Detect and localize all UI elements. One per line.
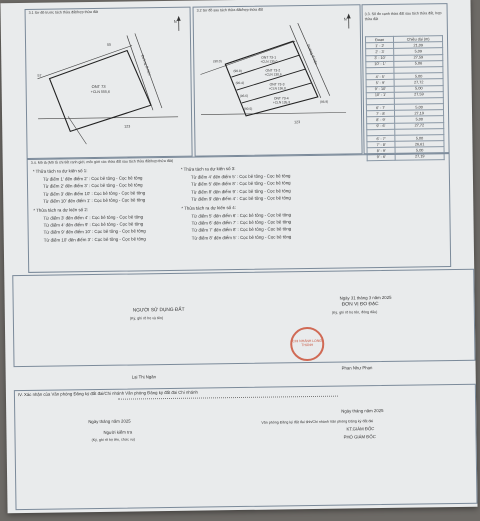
dims-segment: 9' - 6': [367, 154, 395, 161]
note-line: Từ điểm 6' đến điểm 7' : Cọc bê tông - Cọc bê tông: [191, 219, 292, 226]
section-dims-title: 3.3. Số đo cạnh thửa đất sau tách thửa đất, hợp thửa đất: [364, 11, 442, 21]
note-line: Từ điểm 9' đến điểm 4' : Cọc bê tông - Cọc bê tông: [191, 195, 291, 202]
note-line: Từ điểm 2' đến điểm 3' : Cọc bê tông - Cọc bê tông: [42, 182, 143, 190]
note-line: Từ điểm 10' đến điểm 3' : Cọc bê tông - Cọc bê tông: [43, 236, 146, 243]
boundary-line: [37, 42, 132, 78]
note-line: Từ điểm 8' đến điểm 9' : Cọc bê tông - Cọc bê tông: [191, 188, 291, 195]
sign-frame: [12, 269, 475, 367]
dims-length: 5,00: [395, 116, 444, 123]
note-line: Từ điểm 7' đến điểm 8' : Cọc bê tông - Cọc bê tông: [191, 226, 292, 234]
note-line: Từ điểm 3' đến điểm 4' : Cọc bê tông - Cọc bê tông: [43, 213, 144, 221]
dims-length: 21,09: [394, 42, 443, 49]
dimension-label: (96.6): [239, 93, 249, 98]
dims-segment: 3' - 10': [366, 55, 394, 62]
road-label: Đường đi hiện: [306, 43, 319, 66]
note-line: Từ điểm 9' đến điểm 10' : Cọc bê tông - Cọc bê tông: [43, 228, 146, 236]
parcel-number: ONT 73-2: [265, 68, 281, 73]
note-line: Từ điểm 4' đến điểm 5' : Cọc bê tông - Cọc bê tông: [190, 173, 291, 180]
dims-segment: 8' - 9': [367, 117, 395, 124]
dimension-label: (90.4): [235, 80, 244, 86]
dims-header: Chiều dài (m): [394, 36, 443, 43]
dims-length: 27,72: [395, 122, 444, 129]
note-line: Từ điểm 5' đến điểm 8' : Cọc bê tông - Cọc bê tông: [190, 180, 291, 188]
dims-length: 27,19: [395, 153, 444, 160]
verify-left-date: Ngày tháng năm 2025: [88, 418, 131, 425]
dims-length: 5,09: [394, 48, 443, 55]
parcel-number: ONT 73-3: [269, 82, 285, 87]
sign-right-date: Ngày 31 tháng 3 năm 2025: [339, 294, 392, 301]
dims-header: Đoạn: [365, 36, 393, 43]
dimension-label: (96.9): [319, 99, 329, 104]
sign-right-note: (Ký, ghi rõ họ tên, đóng dấu): [331, 310, 378, 315]
dims-length: 27,72: [394, 79, 443, 86]
verify-left-note: (Ký, ghi rõ họ tên, chức vụ): [91, 437, 135, 443]
dims-segment: 9' - 10': [366, 86, 394, 93]
note-group-heading: * Thửa tách ra dự kiến số 2:: [33, 206, 89, 213]
dims-segment: 4' - 5': [366, 73, 394, 80]
dims-length: 5,00: [394, 85, 443, 92]
dimension-label: (90.0): [213, 59, 222, 64]
parcel-number: ONT 73-4: [273, 96, 289, 101]
dims-length: 27,59: [394, 54, 443, 61]
section-iv-title: IV. Xác nhận của Văn phòng Đăng ký đất đai/Chi nhánh Văn phòng Đăng ký đất đai Chi nhánh: [17, 389, 198, 398]
dims-segment: 10' - 1': [366, 61, 394, 68]
parcel-area: +CLN 136,8: [268, 86, 286, 91]
dims-length: 27,59: [395, 91, 444, 98]
verify-right-line1: Văn phòng Đăng ký đất đai tỉnh/Chi nhánh Văn phòng Đăng ký đất đai: [261, 419, 374, 425]
note-line: Từ điểm 5' đến điểm 6' : Cọc bê tông - Cọc bê tông: [191, 211, 292, 219]
dims-length: 26,61: [395, 141, 444, 148]
north-arrow-head: [177, 16, 181, 21]
north-label: N: [343, 16, 347, 22]
sign-left-name: Lại Thị Ngân: [131, 374, 157, 380]
note-line: Từ điểm 3' đến điểm 10' : Cọc bê tông - Cọc bê tông: [43, 190, 146, 197]
note-group-heading: * Thửa tách ra dự kiến số 4:: [181, 204, 236, 211]
sign-right-name: Phan Như Phan: [341, 365, 373, 371]
dims-segment: 5' - 9': [366, 80, 394, 87]
parcel-outline: [225, 41, 318, 116]
note-group-heading: * Thửa tách ra dự kiến số 3:: [180, 166, 236, 172]
dims-segment: 8' - 9': [367, 148, 395, 155]
map-after: [195, 12, 359, 152]
dims-segment: 6' - 7': [367, 135, 395, 142]
sign-right-title: ĐƠN VỊ ĐO ĐẠC: [341, 302, 379, 308]
dims-segment: 7' - 8': [367, 111, 395, 118]
dims-length: 27,19: [395, 110, 444, 117]
dims-segment: 6' - 7': [366, 104, 394, 111]
neighbor-number: 55: [107, 42, 112, 47]
parcel-area: +CLN 555,6: [90, 89, 111, 95]
dims-segment: 9' - 6': [367, 123, 395, 130]
boundary-line: [201, 112, 346, 114]
sign-left-title: NGƯỜI SỬ DỤNG ĐẤT: [132, 307, 185, 314]
neighbor-number: 123: [124, 124, 131, 129]
neighbor-number: 57: [37, 73, 42, 78]
verify-frame: [14, 384, 478, 510]
dims-length: 5,00: [395, 147, 444, 154]
dims-length: 5,00: [395, 135, 444, 142]
boundary-line: [68, 116, 86, 144]
north-arrow-head: [347, 13, 351, 18]
parcel-number: ONT 73: [91, 83, 106, 90]
sign-left-note: (Ký, ghi rõ họ và tên): [129, 316, 164, 321]
parcel-area: +CLN 138,6: [264, 72, 282, 77]
verify-right-line2: KT.GIÁM ĐỐC: [346, 426, 375, 432]
north-label: N: [173, 18, 177, 24]
dims-segment: 2' - 3': [366, 49, 394, 56]
dims-table: [365, 35, 445, 161]
neighbor-number: 123: [294, 120, 301, 125]
parcel-number: ONT 73-1: [261, 55, 277, 60]
dimension-label: (90.5): [243, 106, 253, 111]
verify-right-date: Ngày tháng năm 2025: [341, 407, 384, 414]
dims-length: 5,00: [394, 73, 443, 80]
map-before: [27, 15, 189, 155]
road-label: Đường đi hiện: [140, 54, 152, 76]
stamp-text: CHI NHÁNH LONG THÀNH: [292, 338, 322, 348]
note-line: Từ điểm 10' đến điểm 1' : Cọc bê tông - Cọc bê tông: [43, 197, 146, 204]
verify-left-title: Người kiểm tra: [103, 429, 133, 435]
verify-right-line3: PHÓ GIÁM ĐỐC: [343, 434, 376, 440]
note-line: Từ điểm 4' đến điểm 9' : Cọc bê tông - Cọc bê tông: [43, 221, 144, 228]
note-group-heading: * Thửa tách ra dự kiến số 1:: [32, 168, 88, 174]
dims-segment: 7' - 8': [367, 141, 395, 148]
boundary-line: [38, 117, 178, 119]
parcel-area: +CLN 135,0: [260, 59, 278, 64]
dims-segment: 1' - 2': [366, 43, 394, 50]
note-line: Từ điểm 8' đến điểm 5' : Cọc bê tông - Cọc bê tông: [191, 234, 292, 241]
section-note-title: 3.4. Mô tả (Mô tả chi tiết ranh giới, mốc giới các thửa đất sau tách thửa đất/hợp thửa đất): [30, 158, 174, 165]
section-after-title: 3.2 Sơ đồ sau tách thửa đất/hợp thửa đất: [196, 7, 264, 13]
dims-length: 5,06: [394, 60, 443, 67]
dims-length: 5,00: [395, 104, 444, 111]
dims-segment: 10' - 1': [366, 92, 394, 99]
note-line: Từ điểm 1' đến điểm 2' : Cọc bê tông - Cọc bê tông: [42, 175, 143, 182]
section-before-title: 3.1 Sơ đồ trước tách thửa đất/hợp thửa đất: [28, 9, 99, 15]
parcel-area: +CLN 135,3: [272, 100, 291, 105]
dimension-label: (90.0): [233, 68, 242, 74]
